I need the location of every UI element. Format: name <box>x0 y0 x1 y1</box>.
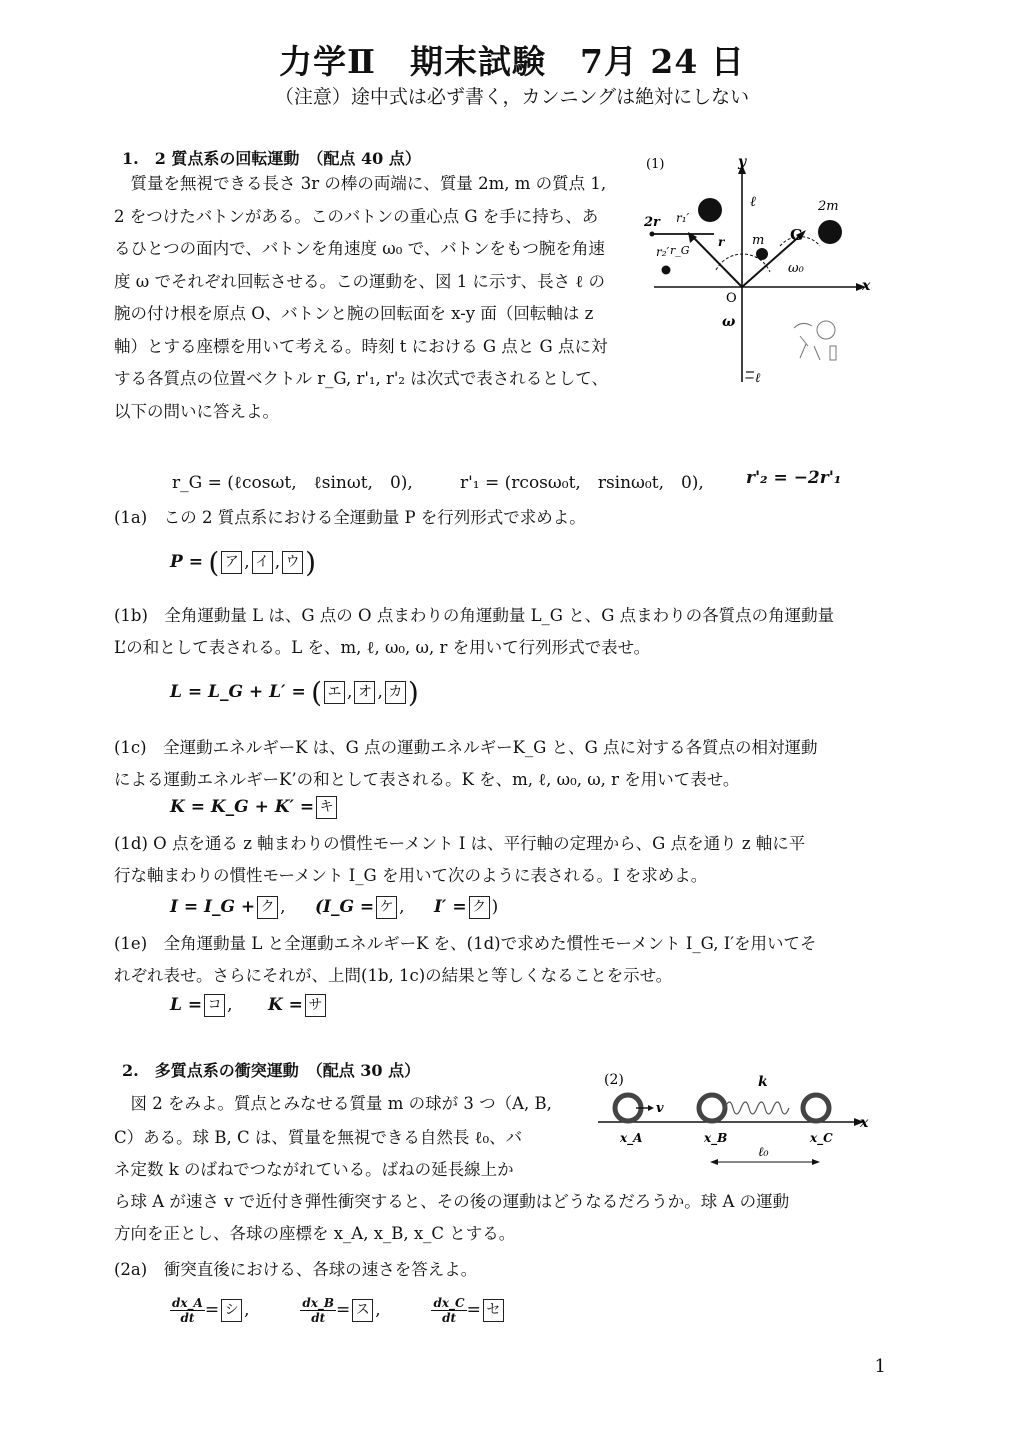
i-eq-label: I = I_G + <box>170 897 256 917</box>
question-1c-line1: (1c) 全運動エネルギーK は、G 点の運動エネルギーK_G と、G 点に対する各質点の相対運動 <box>114 738 818 757</box>
question-1e-line1: (1e) 全角運動量 L と全運動エネルギーK を、(1d)で求めた慣性モーメント I_G, I′を用いてそ <box>114 934 817 953</box>
question-1b-line1: (1b) 全角運動量 L は、G 点の O 点まわりの角運動量 L_G と、G 点まわりの各質点の角運動量 <box>114 606 835 625</box>
section2-body-line4: ら球 A が速さ v で近付き弾性衝突すると、その後の運動はどうなるだろうか。球 A の運動 <box>114 1192 790 1211</box>
xb-label: x_B <box>704 1131 728 1145</box>
answer-1c <box>170 796 339 819</box>
rg-equation: r_G = (ℓcosωt, ℓsinωt, 0), <box>172 473 413 493</box>
answer-box-ko[interactable]: コ <box>204 994 225 1017</box>
mass-2m-point <box>698 198 722 222</box>
answer-box-su[interactable]: ス <box>352 1299 373 1322</box>
k-eq2-label: K = <box>267 995 303 1015</box>
fraction-c: $\frac{dx\_C}{dt}$ <box>433 1296 465 1325</box>
rod-r-label: r <box>718 235 725 249</box>
xa-label: x_A <box>620 1131 643 1145</box>
answer-box-o[interactable]: オ <box>354 681 375 704</box>
section1-heading: 1. 2 質点系の回転運動 （配点 40 点） <box>122 149 421 168</box>
mass-m-label: m <box>752 233 765 248</box>
mass-2m-ball <box>818 220 842 244</box>
answer-box-i[interactable]: イ <box>252 551 273 574</box>
omega0-label: ω₀ <box>788 261 804 276</box>
answer-box-ke[interactable]: ケ <box>376 896 397 919</box>
exam-notice: （注意）途中式は必ず書く，カンニングは絶対にしない <box>274 86 750 108</box>
fraction-b: $\frac{dx\_B}{dt}$ <box>302 1296 335 1325</box>
r2-label: r₂′ <box>656 245 670 259</box>
section2-body-line2: C）ある。球 B, C は、質量を無視できる自然長 ℓ₀、バ <box>114 1128 523 1147</box>
question-1a: (1a) この 2 質点系における全運動量 P を行列形式で求めよ。 <box>114 508 586 527</box>
answer-box-shi[interactable]: シ <box>221 1299 242 1322</box>
r2-equation: r'₂ = −2r'₁ <box>746 468 842 488</box>
arm-length-label: ℓ <box>750 194 756 210</box>
question-1e-line2: れぞれ表せ。さらにそれが、上問(1b, 1c)の結果と等しくなることを示せ。 <box>114 966 673 985</box>
question-1d-line1: (1d) O 点を通る z 軸まわりの慣性モーメント I は、平行軸の定理から、G 点を通り z 軸に平 <box>114 834 806 853</box>
natural-length-label: ℓ₀ <box>758 1145 769 1160</box>
spring <box>725 1102 789 1114</box>
mass-m-dot <box>756 248 768 260</box>
question-2a: (2a) 衝突直後における、各球の速さを答えよ。 <box>114 1260 478 1279</box>
answer-box-a[interactable]: ア <box>221 551 242 574</box>
p-eq-label: P = <box>170 552 203 572</box>
l-eq-label: L = L_G + L′ = <box>170 682 306 702</box>
mass-2m-label: 2m <box>818 199 839 214</box>
figure1-rotation-diagram <box>630 150 880 390</box>
answer-1e: L = コ , K = サ <box>170 994 328 1017</box>
section2-heading: 2. 多質点系の衝突運動 （配点 30 点） <box>122 1061 421 1080</box>
figure2-collision-diagram <box>594 1064 884 1174</box>
answer-box-se[interactable]: セ <box>483 1299 504 1322</box>
velocity-label: v <box>656 1101 664 1116</box>
question-1b-line2: L’の和として表される。L を、m, ℓ, ω₀, ω, r を用いて行列形式で表せ。 <box>114 638 651 657</box>
xc-label: x_C <box>810 1131 833 1145</box>
answer-box-e[interactable]: エ <box>324 681 345 704</box>
ball-b <box>699 1095 725 1121</box>
neg-length-label: −ℓ <box>744 371 761 386</box>
answer-1a: P = ( ア , イ , ウ ) <box>170 546 317 579</box>
answer-box-ka[interactable]: カ <box>385 681 406 704</box>
y-axis-label: y <box>738 154 747 170</box>
x-axis-label: x <box>862 278 871 294</box>
doodle-figure <box>794 321 836 360</box>
answer-box-ku-2[interactable]: ク <box>469 896 490 919</box>
section2-body-line5: 方向を正とし、各球の座標を x_A, x_B, x_C とする。 <box>114 1224 516 1243</box>
ball-c <box>803 1095 829 1121</box>
answer-box-u[interactable]: ウ <box>282 551 303 574</box>
answer-2a: $\frac{dx\_A}{dt}$ = シ , $\frac{dx\_B}{dt}$ = ス , $\frac{dx\_C}{dt}$ = セ <box>170 1296 506 1325</box>
question-1d-line2: 行な軸まわりの慣性モーメント I_G を用いて次のように表される。I を求めよ。 <box>114 866 708 885</box>
center-g-label: G <box>790 226 803 244</box>
spring-k-label: k <box>758 1074 768 1090</box>
question-1c-line2: による運動エネルギーK’の和として表される。K を、m, ℓ, ω₀, ω, r を用いて表せ。 <box>114 770 740 789</box>
answer-box-ku[interactable]: ク <box>257 896 278 919</box>
omega-label: ω <box>722 314 736 330</box>
figure1-label: (1) <box>646 157 665 172</box>
section2-body-line1: 図 2 をみよ。質点とみなせる質量 m の球が 3 つ（A, B, <box>114 1094 552 1113</box>
answer-1b: L = L_G + L′ = ( エ , オ , カ ) <box>170 676 419 709</box>
page-title: 力学Ⅱ 期末試験 7月 24 日 <box>279 42 745 81</box>
ig-eq-label: (I_G = <box>314 897 375 917</box>
rod-2r-label: 2r <box>644 215 660 230</box>
page-number: 1 <box>874 1356 886 1377</box>
l-eq2-label: L = <box>170 995 203 1015</box>
answer-box-ki[interactable]: キ <box>316 796 337 819</box>
r1-equation: r'₁ = (rcosω₀t, rsinω₀t, 0), <box>460 473 704 493</box>
section2-body-line3: ネ定数 k のばねでつながれている。ばねの延長線上か <box>114 1160 514 1179</box>
origin-label: O <box>726 291 737 306</box>
mass-m-point <box>661 265 671 275</box>
answer-box-sa[interactable]: サ <box>305 994 326 1017</box>
rg-vector-line <box>692 236 742 287</box>
fraction-a: $\frac{dx\_A}{dt}$ <box>172 1296 203 1325</box>
r1-label: r₁′ <box>676 211 690 225</box>
rg-label: r_G <box>670 244 690 257</box>
section1-body: 質量を無視できる長さ 3r の棒の両端に、質量 2m, m の質点 1, 2 をつけたバトンがある。このバトンの重心点 G を手に持ち、あるひとつの面内で、バトンを角速度 ω₀ で、バトンをもつ腕を角速度 ω でそれぞれ回転させる。この運動を、図 1 に示す、長さ ℓ の腕の付け根を原点 O、バトンと腕の回転面を x-y 面（回転軸は z 軸）とする座標を用いて考える。時刻 t における G 点と G 点に対する各質点の位置ベクトル r_G, r'₁, r'₂ は次式で表されるとして、以下の問いに答えよ。 <box>114 174 608 421</box>
figure2-label: (2) <box>604 1072 624 1088</box>
x-axis-label-2: x <box>860 1115 869 1131</box>
iprime-eq-label: I′ = <box>433 897 467 917</box>
k-eq-label: K = K_G + K′ = <box>170 797 315 817</box>
answer-1d: I = I_G + ク , (I_G = ケ , I′ = ク ) <box>170 897 499 917</box>
